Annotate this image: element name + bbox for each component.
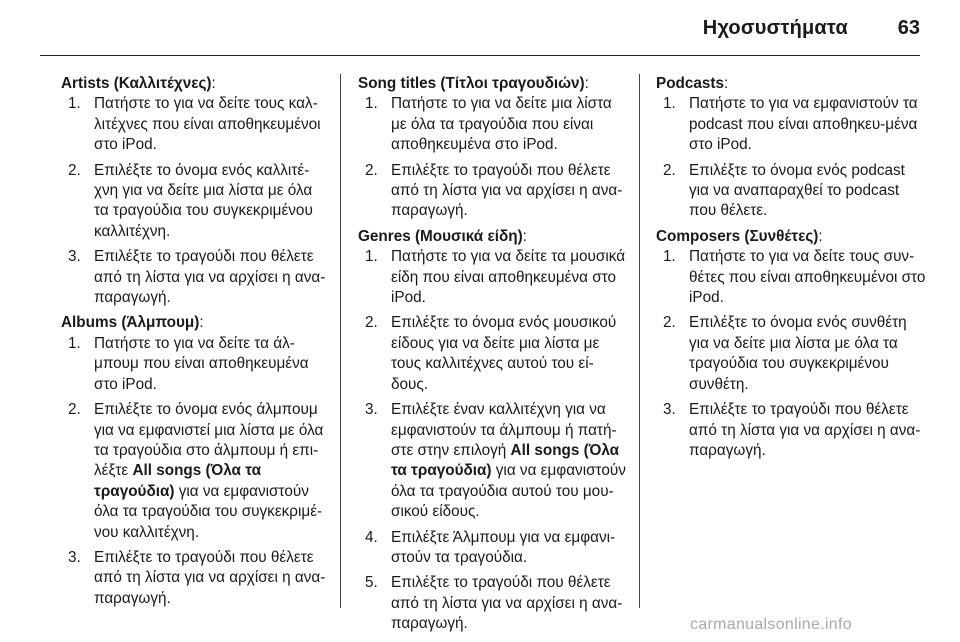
step-text: Επιλέξτε το όνομα ενός μουσικού είδους για να δείτε μια λίστα με τους καλλιτέχνες αυτού του εί-δους. — [391, 314, 617, 393]
step-item — [365, 313, 630, 395]
step-number: 1. — [68, 334, 81, 352]
step-text: Επιλέξτε το τραγούδι που θέλετε από τη λίστα για να αρχίσει η ανα-παραγωγή. — [391, 161, 623, 220]
section — [358, 74, 630, 222]
step-number: 1. — [68, 95, 81, 113]
step-text: Πατήστε το για να δείτε μια λίστα με όλα τα τραγούδια που είναι αποθηκευμένα στο iPod. — [391, 95, 612, 154]
step-text: Επιλέξτε το τραγούδι που θέλετε από τη λίστα για να αρχίσει η ανα-παραγωγή. — [689, 401, 921, 459]
step-bold-text: All songs (Όλα τα τραγούδια) — [94, 462, 262, 500]
page-header — [0, 0, 960, 50]
section-heading: Albums (Άλμπουμ): — [61, 314, 204, 332]
section-heading-text: Song titles (Τίτλοι τραγουδιών) — [358, 75, 585, 92]
step-item — [365, 247, 630, 308]
section-heading-text: Artists (Καλλιτέχνες) — [61, 75, 212, 92]
section — [656, 227, 928, 461]
section-heading-text: Albums (Άλμπουμ) — [61, 314, 200, 332]
step-item — [663, 247, 928, 308]
steps-list — [656, 247, 928, 461]
step-item — [663, 94, 928, 155]
step-number: 3. — [365, 401, 378, 419]
step-text: Επιλέξτε το όνομα ενός podcast για να αναπαραχθεί το podcast που θέλετε. — [689, 161, 905, 220]
step-text: Επιλέξτε το τραγούδι που θέλετε από τη λίστα για να αρχίσει η ανα-παραγωγή. — [391, 574, 623, 633]
step-number: 2. — [663, 161, 676, 179]
section-heading: Genres (Μουσικά είδη): — [358, 227, 527, 245]
section — [358, 227, 630, 635]
step-text: για να εμφανιστούν όλα τα τραγούδια του συγκεκριμέ-νου καλλιτέχνη. — [94, 482, 323, 541]
step-number: 1. — [663, 95, 676, 113]
column-2 — [358, 74, 630, 640]
step-item — [68, 548, 331, 609]
steps-list — [656, 94, 928, 221]
header-divider — [40, 55, 920, 56]
section — [61, 313, 331, 609]
step-number: 3. — [663, 401, 676, 419]
step-text: Επιλέξτε το όνομα ενός καλλιτέ-χνη για να δείτε μια λίστα με όλα τα τραγούδια του συγκεκριμένου καλλιτέχνη. — [94, 161, 313, 240]
step-item — [365, 161, 630, 222]
step-number: 4. — [365, 528, 378, 546]
column-1 — [61, 74, 331, 614]
section — [656, 74, 928, 222]
watermark-text: carmanualsonline.info — [690, 616, 852, 633]
step-item — [365, 573, 630, 634]
step-item — [663, 400, 928, 461]
column-divider-2 — [639, 74, 640, 608]
section-heading-text: Podcasts — [656, 75, 725, 92]
section-heading: Artists (Καλλιτέχνες): — [61, 75, 216, 92]
step-number: 1. — [663, 248, 676, 266]
section-heading: Song titles (Τίτλοι τραγουδιών): — [358, 75, 589, 92]
step-item — [365, 94, 630, 155]
section-heading: Podcasts: — [656, 75, 729, 92]
column-divider-1 — [340, 74, 341, 608]
steps-list — [358, 94, 630, 221]
column-3 — [656, 74, 928, 466]
step-number: 2. — [365, 314, 378, 332]
step-text: Επιλέξτε το τραγούδι που θέλετε από τη λίστα για να αρχίσει η ανα-παραγωγή. — [94, 548, 326, 607]
step-text: Επιλέξτε Άλμπουμ για να εμφανι-στούν τα τραγούδια. — [391, 528, 616, 566]
step-item — [68, 94, 331, 155]
step-item — [68, 247, 331, 308]
step-text: για να εμφανιστούν όλα τα τραγούδια αυτού του μου-σικού είδους. — [391, 462, 626, 521]
steps-list — [358, 247, 630, 634]
step-number: 3. — [68, 548, 81, 566]
step-text: Πατήστε το για να εμφανιστούν τα podcast που είναι αποθηκευ-μένα στο iPod. — [689, 95, 918, 154]
step-number: 2. — [365, 161, 378, 179]
section-heading-text: Composers (Συνθέτες) — [656, 227, 819, 245]
steps-list — [61, 94, 331, 308]
step-number: 3. — [68, 248, 81, 266]
step-item — [68, 400, 331, 543]
section-heading-text: Genres (Μουσικά είδη) — [358, 227, 523, 245]
page-number: 63 — [897, 17, 920, 39]
step-text: Επιλέξτε έναν καλλιτέχνη για να εμφανιστούν τα άλμπουμ ή πατή-στε στην επιλογή — [391, 401, 617, 459]
step-number: 1. — [365, 95, 378, 113]
step-item — [365, 528, 630, 569]
step-item — [663, 313, 928, 395]
step-item — [68, 161, 331, 243]
step-item — [365, 400, 630, 522]
step-text: Επιλέξτε το όνομα ενός άλμπουμ για να εμφανιστεί μια λίστα με όλα τα τραγούδια στο άλμπουμ ή επι-λέξτε — [94, 401, 324, 480]
step-text: Επιλέξτε το τραγούδι που θέλετε από τη λίστα για να αρχίσει η ανα-παραγωγή. — [94, 248, 326, 307]
step-text: Πατήστε το για να δείτε τα μουσικά είδη που είναι αποθηκευμένα στο iPod. — [391, 248, 626, 307]
step-text: Πατήστε το για να δείτε τους συν-θέτες που είναι αποθηκευμένοι στο iPod. — [689, 248, 926, 307]
step-item — [663, 161, 928, 222]
section — [61, 74, 331, 308]
steps-list — [61, 334, 331, 609]
step-text: Πατήστε το για να δείτε τους καλ-λιτέχνες που είναι αποθηκευμένοι στο iPod. — [94, 95, 321, 154]
step-number: 2. — [663, 314, 676, 332]
step-number: 1. — [365, 248, 378, 266]
step-number: 2. — [68, 161, 81, 179]
step-number: 5. — [365, 574, 378, 592]
step-bold-text: All songs (Όλα τα τραγούδια) — [391, 441, 620, 480]
step-text: Πατήστε το για να δείτε τα άλ-μπουμ που είναι αποθηκευμένα στο iPod. — [94, 334, 309, 393]
step-text: Επιλέξτε το όνομα ενός συνθέτη για να δείτε μια λίστα με όλα τα τραγούδια του συγκεκριμένου συνθέτη. — [689, 314, 907, 393]
section-heading: Composers (Συνθέτες): — [656, 227, 823, 245]
page-title: Ηχοσυστήματα — [702, 17, 848, 39]
step-number: 2. — [68, 401, 81, 419]
step-item — [68, 334, 331, 395]
